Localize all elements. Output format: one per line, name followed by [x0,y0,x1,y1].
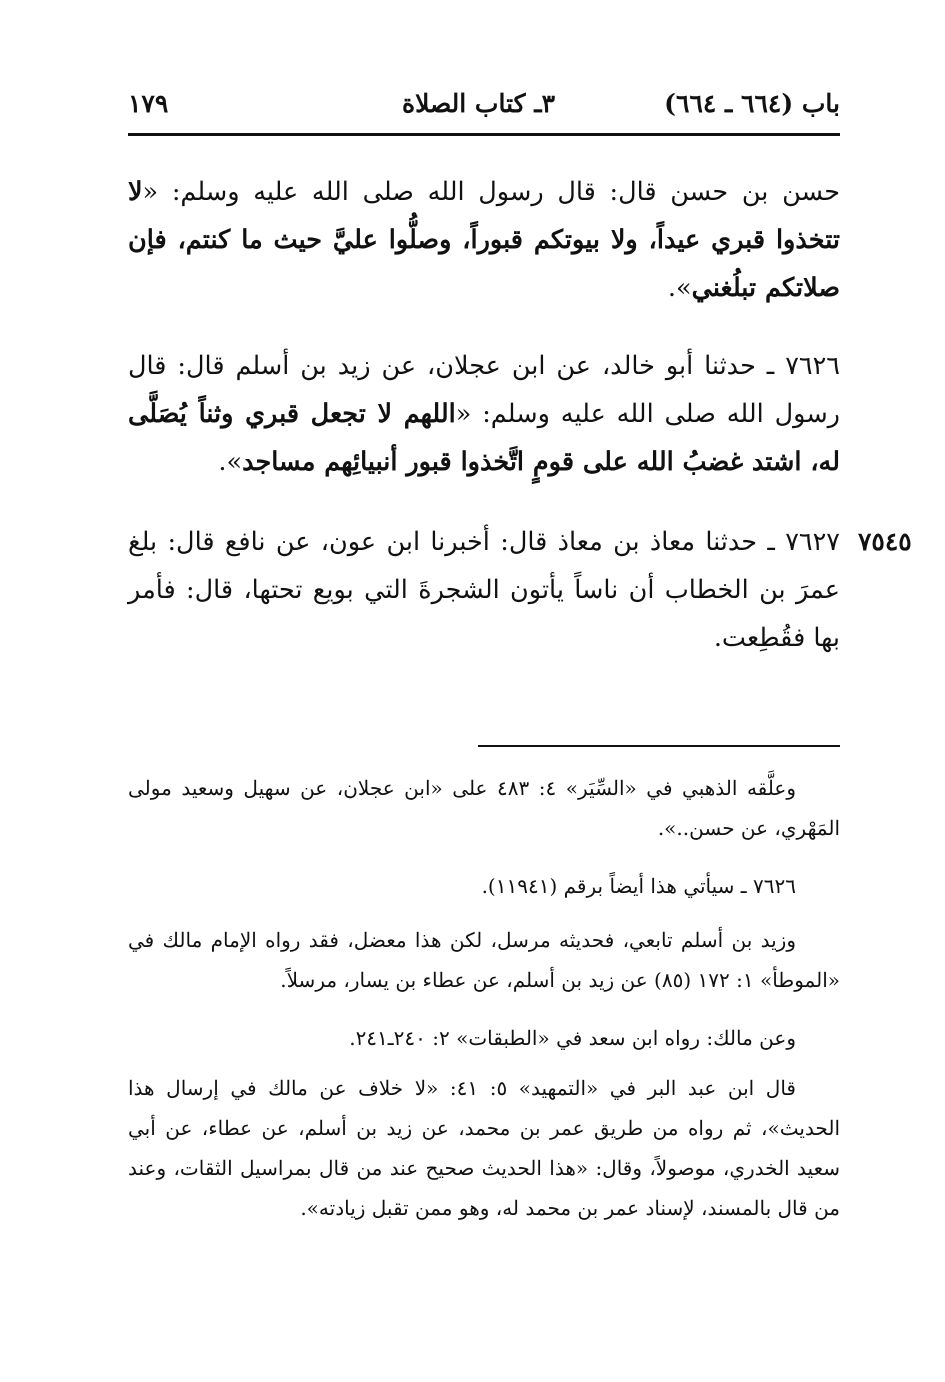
footnote: وعلَّقه الذهبي في «السِّيَر» ٤: ٤٨٣ على «ابن عجلان، عن سهيل وسعيد مولى المَهْري، عن حسن..». [128,776,840,840]
book-heading: ٣ـ كتاب الصلاة [401,89,555,118]
hadith-narration: ٧٦٢٦ ـ حدثنا أبو خالد، عن ابن عجلان، عن زيد بن أسلم قال: قال رسول الله صلى الله عليه وسلم: « [128,351,840,429]
footnote: وعن مالك: رواه ابن سعد في «الطبقات» ٢: ٢٤٠ـ٢٤١. [349,1026,796,1050]
running-header [128,84,840,124]
hadith-paragraph [128,168,840,312]
margin-reference-number: ٧٥٤٥ [858,527,912,556]
hadith-narration: حسن بن حسن قال: قال رسول الله صلى الله عليه وسلم: « [142,177,840,207]
footnote: وزيد بن أسلم تابعي، فحديثه مرسل، لكن هذا معضل، فقد رواه الإمام مالك في «الموطأ» ١: ١٧٢ (٨٥) عن زيد بن أسلم، عن عطاء بن يسار، مرسلاً. [128,928,840,992]
chapter-heading: باب (٦٦٤ ـ ٦٦٤) [664,89,840,118]
hadith-paragraph [128,518,840,662]
footnote: ٧٦٢٦ ـ سيأتي هذا أيضاً برقم (١١٩٤١). [481,874,796,898]
hadith-paragraph [128,342,840,486]
footnote-divider [478,745,840,747]
page-number: ١٧٩ [128,89,169,118]
quote-close: ». [667,273,692,303]
header-divider [128,133,840,136]
quote-close: ». [218,447,243,477]
footnote: قال ابن عبد البر في «التمهيد» ٥: ٤١: «لا خلاف عن مالك في إرسال هذا الحديث»، ثم رواه من طريق عمر بن محمد، عن زيد بن أسلم، عن عطاء، عن أبي سعيد الخدري، موصولاً، وقال: «هذا الحديث صحيح عند من قال بمراسيل الثقات، وعند من قال بالمسند، لإسناد عمر بن محمد له، وهو ممن تقبل زيادته». [128,1076,840,1220]
hadith-narration: ٧٦٢٧ ـ حدثنا معاذ بن معاذ قال: أخبرنا ابن عون، عن نافع قال: بلغ عمرَ بن الخطاب أن ناساً يأتون الشجرةَ التي بويع تحتها، قال: فأمر بها فقُطِعت. [128,527,840,653]
hadith-matn: اللهم لا تجعل قبري وثناً يُصَلَّى له، اشتد غضبُ الله على قومٍ اتَّخذوا قبور أنبيائِهم مساجد [128,399,840,477]
hadith-matn: لا تتخذوا قبري عيداً، ولا بيوتكم قبوراً، وصلُّوا عليَّ حيث ما كنتم، فإن صلاتكم تبلُغني [128,177,840,303]
